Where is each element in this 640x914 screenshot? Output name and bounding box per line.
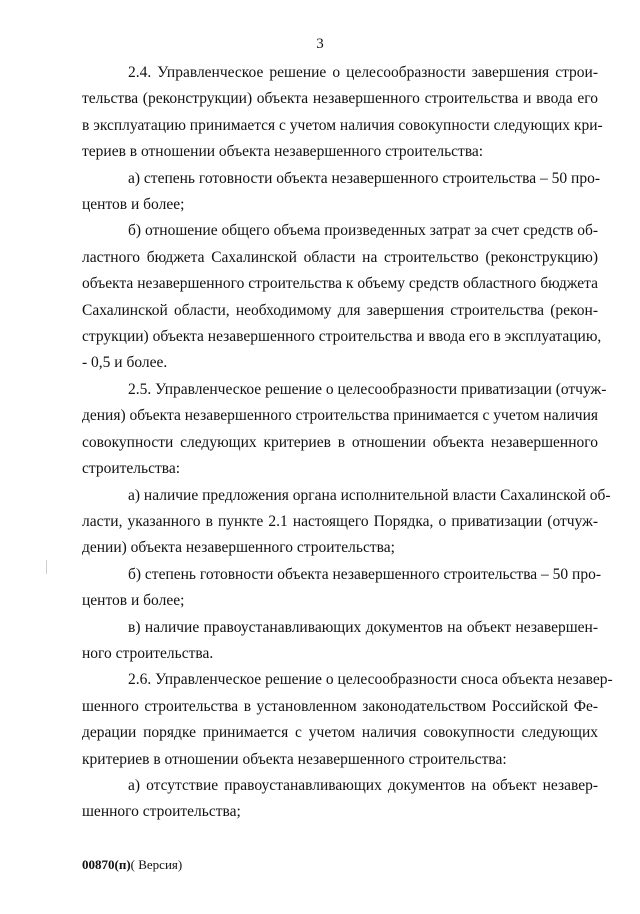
text-line: центов и более; — [82, 196, 185, 214]
text-line: критериев в отношении объекта незавершенного строительства: — [82, 750, 507, 768]
text-line: строительства: — [82, 460, 181, 478]
document-code: 00870(п) — [82, 857, 131, 872]
text-line: дерации порядке принимается с учетом наличия совокупности следующих — [82, 724, 598, 742]
text-line: объекта незавершенного строительства к объему средств областного бюджета — [82, 275, 598, 293]
text-line: 2.6. Управленческое решение о целесообразности сноса объекта незавер- — [128, 671, 613, 689]
text-line: а) отсутствие правоустанавливающих документов на объект незавер- — [128, 776, 598, 794]
paragraph-p-2-5-a — [82, 483, 611, 562]
text-line: а) наличие предложения органа исполнительной власти Сахалинской об- — [128, 486, 611, 504]
margin-mark — [46, 560, 47, 574]
paragraph-p-2-5 — [82, 377, 607, 483]
document-version: ( Версия) — [130, 857, 183, 872]
text-line: б) степень готовности объекта незавершенного строительства – 50 про- — [128, 565, 602, 583]
text-line: дения) объекта незавершенного строительства принимается с учетом наличия — [82, 407, 598, 425]
text-line: а) степень готовности объекта незавершенного строительства – 50 про- — [128, 169, 601, 187]
paragraph-p-2-6 — [82, 667, 613, 773]
text-line: Сахалинской области, необходимому для завершения строительства (рекон- — [82, 301, 598, 319]
paragraph-p-2-4-a — [82, 166, 601, 219]
text-line: ного строительства. — [82, 644, 214, 662]
text-line: в) наличие правоустанавливающих документов на объект незавершен- — [128, 618, 598, 636]
text-line: в эксплуатацию принимается с учетом наличия совокупности следующих кри- — [82, 116, 603, 134]
text-line: ластного бюджета Сахалинской области на строительство (реконструкцию) — [82, 248, 598, 266]
paragraph-p-2-6-a — [82, 773, 598, 826]
text-line: - 0,5 и более. — [82, 354, 168, 372]
paragraph-p-2-4 — [82, 60, 603, 166]
paragraph-p-2-5-c — [82, 615, 598, 668]
paragraph-p-2-5-b — [82, 562, 602, 615]
text-line: б) отношение общего объема произведенных затрат за счет средств об- — [128, 222, 598, 240]
text-line: териев в отношении объекта незавершенного строительства: — [82, 143, 484, 161]
document-body — [82, 60, 613, 826]
text-line: 2.5. Управленческое решение о целесообразности приватизации (отчуж- — [128, 380, 607, 398]
text-line: совокупности следующих критериев в отношении объекта незавершенного — [82, 433, 598, 451]
page-number: 3 — [316, 36, 324, 52]
text-line: шенного строительства; — [82, 803, 241, 821]
text-line: 2.4. Управленческое решение о целесообразности завершения строи- — [128, 64, 598, 81]
document-footer — [82, 857, 182, 873]
text-line: центов и более; — [82, 592, 185, 610]
text-line: ласти, указанного в пункте 2.1 настоящего Порядка, о приватизации (отчуж- — [82, 512, 598, 530]
text-line: струкции) объекта незавершенного строительства и ввода его в эксплуатацию, — [82, 328, 602, 346]
paragraph-p-2-4-b — [82, 218, 602, 376]
text-line: тельства (реконструкции) объекта незавершенного строительства и ввода его — [82, 90, 598, 108]
text-line: дении) объекта незавершенного строительства; — [82, 539, 395, 557]
text-line: шенного строительства в установленном законодательством Российской Фе- — [82, 697, 598, 715]
